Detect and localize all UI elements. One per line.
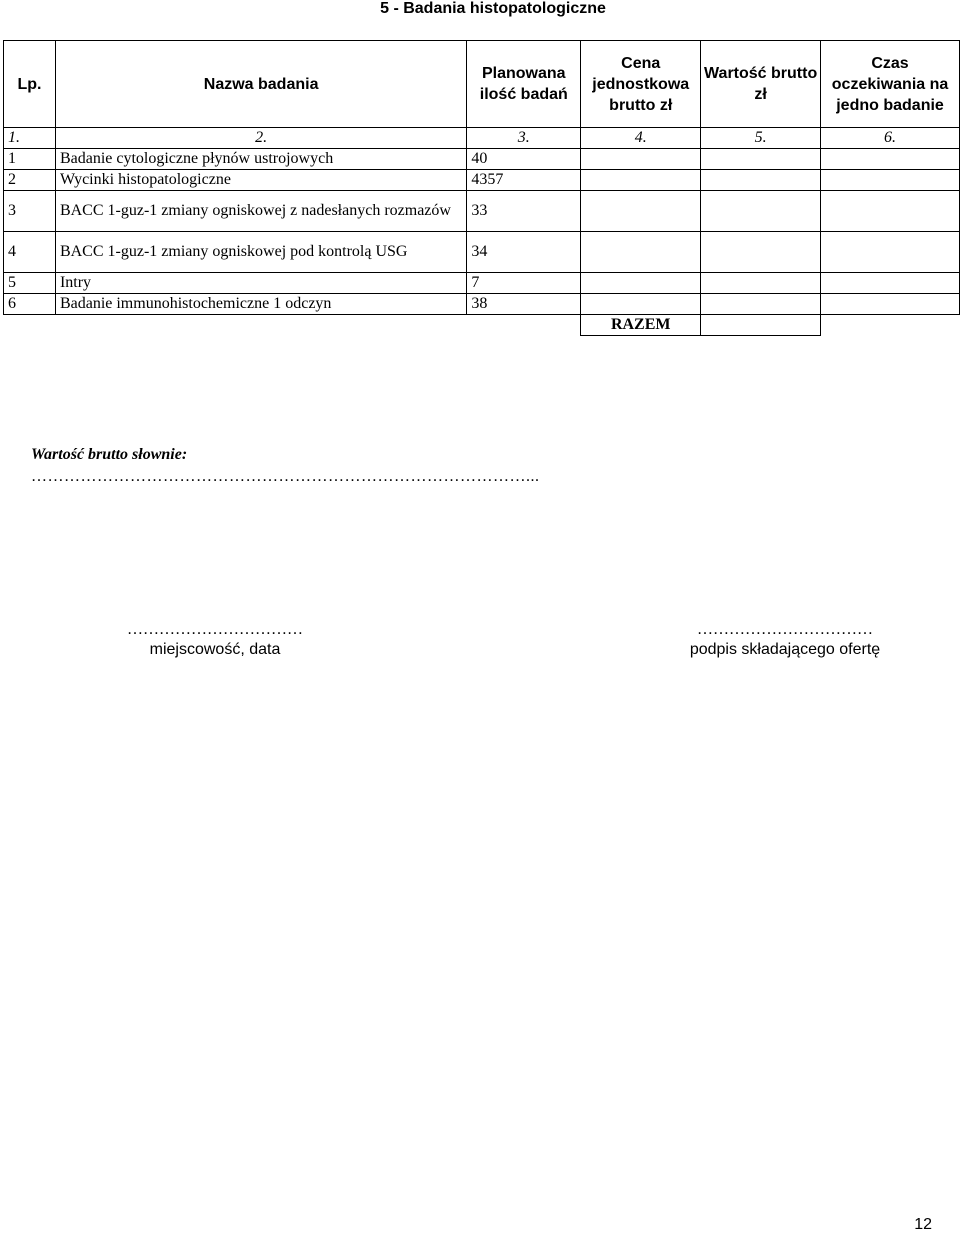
- header-price: Cena jednostkowa brutto zł: [581, 41, 701, 128]
- total-spacer: [821, 315, 960, 336]
- place-date-field[interactable]: ……………………………: [127, 621, 303, 638]
- signature-block: [650, 620, 920, 660]
- table-row: [4, 273, 960, 294]
- row-name: Badanie cytologiczne płynów ustrojowych: [55, 149, 466, 170]
- table-row: [4, 232, 960, 273]
- header-name: Nazwa badania: [55, 41, 466, 128]
- row-qty: 33: [467, 191, 581, 232]
- row-time-cell[interactable]: [821, 170, 960, 191]
- table-row: [4, 294, 960, 315]
- total-label: RAZEM: [581, 315, 701, 336]
- row-price-cell[interactable]: [581, 170, 701, 191]
- row-value-cell[interactable]: [701, 294, 821, 315]
- row-time-cell[interactable]: [821, 191, 960, 232]
- table-row: [4, 191, 960, 232]
- total-spacer: [467, 315, 581, 336]
- row-value-cell[interactable]: [701, 170, 821, 191]
- row-lp: 1: [4, 149, 56, 170]
- row-name: BACC 1-guz-1 zmiany ogniskowej z nadesłanych rozmazów: [55, 191, 466, 232]
- value-in-words-label: Wartość brutto słownie:: [31, 446, 188, 463]
- row-name: Wycinki histopatologiczne: [55, 170, 466, 191]
- signature-label: podpis składającego ofertę: [689, 641, 881, 658]
- row-value-cell[interactable]: [701, 273, 821, 294]
- column-number: 2.: [55, 128, 466, 149]
- row-lp: 6: [4, 294, 56, 315]
- row-price-cell[interactable]: [581, 149, 701, 170]
- row-price-cell[interactable]: [581, 273, 701, 294]
- place-date-label: miejscowość, data: [149, 641, 281, 658]
- page-title: 5 - Badania histopatologiczne: [380, 0, 606, 17]
- row-name: BACC 1-guz-1 zmiany ogniskowej pod kontrolą USG: [55, 232, 466, 273]
- row-name: Badanie immunohistochemiczne 1 odczyn: [55, 294, 466, 315]
- row-price-cell[interactable]: [581, 232, 701, 273]
- row-lp: 4: [4, 232, 56, 273]
- place-date-block: [80, 620, 350, 660]
- total-spacer: [55, 315, 466, 336]
- row-value-cell[interactable]: [701, 232, 821, 273]
- column-number: 1.: [4, 128, 56, 149]
- row-time-cell[interactable]: [821, 294, 960, 315]
- row-value-cell[interactable]: [701, 149, 821, 170]
- total-row: [4, 315, 960, 336]
- row-qty: 40: [467, 149, 581, 170]
- row-qty: 4357: [467, 170, 581, 191]
- signature-field[interactable]: ……………………………: [697, 621, 873, 638]
- row-lp: 5: [4, 273, 56, 294]
- row-price-cell[interactable]: [581, 294, 701, 315]
- row-name: Intry: [55, 273, 466, 294]
- row-price-cell[interactable]: [581, 191, 701, 232]
- header-lp: Lp.: [4, 41, 56, 128]
- page-number: 12: [914, 1216, 932, 1233]
- row-time-cell[interactable]: [821, 273, 960, 294]
- column-number: 6.: [821, 128, 960, 149]
- value-in-words-field[interactable]: ………………………………………………………………………………...: [31, 468, 540, 485]
- row-qty: 38: [467, 294, 581, 315]
- tests-table: [3, 40, 960, 336]
- table-header-row: [4, 41, 960, 128]
- table-row: [4, 149, 960, 170]
- row-qty: 7: [467, 273, 581, 294]
- column-number-row: [4, 128, 960, 149]
- row-lp: 3: [4, 191, 56, 232]
- row-qty: 34: [467, 232, 581, 273]
- column-number: 3.: [467, 128, 581, 149]
- row-time-cell[interactable]: [821, 149, 960, 170]
- total-value-cell[interactable]: [701, 315, 821, 336]
- header-qty: Planowana ilość badań: [467, 41, 581, 128]
- row-value-cell[interactable]: [701, 191, 821, 232]
- column-number: 5.: [701, 128, 821, 149]
- row-lp: 2: [4, 170, 56, 191]
- column-number: 4.: [581, 128, 701, 149]
- table-row: [4, 170, 960, 191]
- header-value: Wartość brutto zł: [701, 41, 821, 128]
- row-time-cell[interactable]: [821, 232, 960, 273]
- total-spacer: [4, 315, 56, 336]
- header-time: Czas oczekiwania na jedno badanie: [821, 41, 960, 128]
